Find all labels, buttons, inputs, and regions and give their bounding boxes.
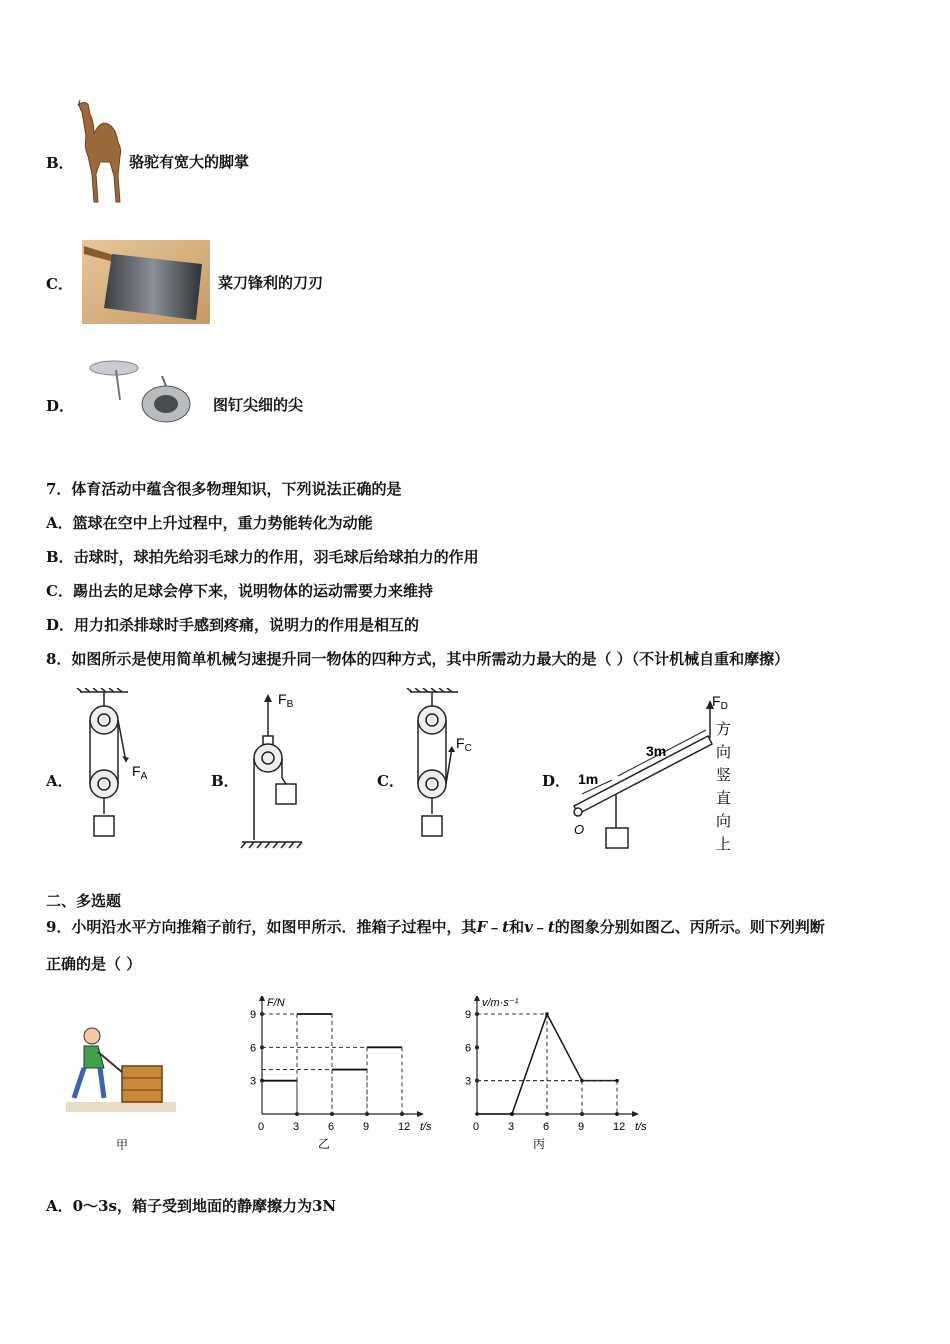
y-tick-label: 6 [250,1042,257,1055]
chart-caption: 乙 [318,1137,331,1151]
q8-stem: 8．如图所示是使用简单机械匀速提升同一物体的四种方式，其中所需动力最大的是（ ）（不计机械自重和摩擦） [46,650,790,668]
q8-b-force-label: $F_B$ [278,691,294,710]
q9-option-a: A．0～3s，箱子受到地面的静摩擦力为3N [46,1197,337,1215]
q9-stem-line1: 9．小明沿水平方向推箱子前行，如图甲所示．推箱子过程中，其F﹣t和v﹣t的图象分别如图乙、丙所示。则下列判断 [46,918,825,936]
q8-d-letter: D． [542,772,571,790]
x-tick-label: 12 [613,1121,626,1133]
section-title: 二、多选题 [46,892,122,910]
v-data-point [615,1079,619,1083]
q7-option-d: D．用力扣杀排球时手感到疼痛，说明力的作用是相互的 [46,616,420,634]
q8-b-letter: B． [211,772,239,790]
x-axis-label: t/s [635,1121,647,1133]
q8-a-letter: A． [46,772,73,790]
y-tick-label: 3 [465,1075,472,1088]
v-data-point [545,1012,549,1016]
q7-option-c: C．踢出去的足球会停下来，说明物体的运动需要力来维持 [46,582,433,600]
option-b-text: 骆驼有宽大的脚掌 [129,153,250,171]
option-c-text: 菜刀锋利的刀刃 [218,274,324,292]
lever-system-d [566,690,746,860]
y-tick-label: 6 [465,1042,472,1055]
v-data-point [510,1112,514,1116]
figure-jia-pushing-box [62,1022,182,1122]
chart-caption: 丙 [533,1137,546,1151]
x-tick-label: 9 [578,1121,585,1133]
x-tick-label: 0 [258,1121,265,1133]
q7-stem: 7．体育活动中蕴含很多物理知识，下列说法正确的是 [46,480,402,498]
x-axis-label: t/s [420,1121,432,1133]
v-data-point [475,1112,479,1116]
y-axis-arrow [259,996,265,1001]
q8-c-force-label: $F_C$ [456,735,472,754]
x-tick-label: 3 [293,1121,300,1133]
y-tick-label: 9 [465,1009,472,1021]
svg-text:向: 向 [716,813,732,830]
q7-option-a: A．篮球在空中上升过程中，重力势能转化为动能 [46,514,373,532]
q8-d-direction-note [716,721,731,853]
y-tick-label: 9 [250,1009,257,1021]
option-d-text: 图钉尖细的尖 [213,396,304,414]
y-tick-dot [475,1045,479,1049]
x-tick-label: 6 [543,1121,550,1133]
pulley-system-b [236,688,316,858]
x-tick-label: 0 [473,1121,480,1133]
q8-d-long-arm-label: 3m [646,743,667,759]
option-d-letter: D． [46,397,75,415]
pulley-system-a [70,688,160,858]
thumbtack-photo [88,356,194,426]
figure-jia-caption: 甲 [116,1138,129,1152]
q8-d-pivot-label: O [574,822,585,837]
svg-text:竖: 竖 [716,767,732,784]
q8-d-force-label: $F_D$ [712,693,728,712]
camel-illustration [72,98,128,216]
q8-c-letter: C． [377,772,404,790]
q7-option-b: B．击球时，球拍先给羽毛球力的作用，羽毛球后给球拍力的作用 [46,548,479,566]
x-axis-arrow [417,1111,424,1117]
option-c-letter: C． [46,275,73,293]
x-tick-label: 9 [363,1121,370,1133]
svg-text:直: 直 [716,790,732,807]
chart-v-t [455,996,655,1156]
x-axis-arrow [632,1111,639,1117]
y-tick-label: 3 [250,1075,257,1088]
y-axis-label: v/m·s⁻¹ [482,997,519,1009]
y-axis-arrow [474,996,480,1001]
x-tick-label: 6 [328,1121,335,1133]
chart-f-t [240,996,440,1156]
x-tick-label: 12 [398,1121,411,1133]
option-b-letter: B． [46,154,74,172]
svg-text:向: 向 [716,744,732,761]
q9-stem-line2: 正确的是（ ） [46,955,142,973]
q8-a-force-label: $F_A$ [132,763,148,782]
y-axis-label: F/N [267,997,285,1009]
svg-text:方: 方 [716,721,732,738]
x-tick-label: 3 [508,1121,515,1133]
svg-text:上: 上 [716,836,732,853]
cleaver-knife-photo [82,240,210,324]
pulley-system-c [400,688,490,858]
q8-d-short-arm-label: 1m [578,771,599,787]
